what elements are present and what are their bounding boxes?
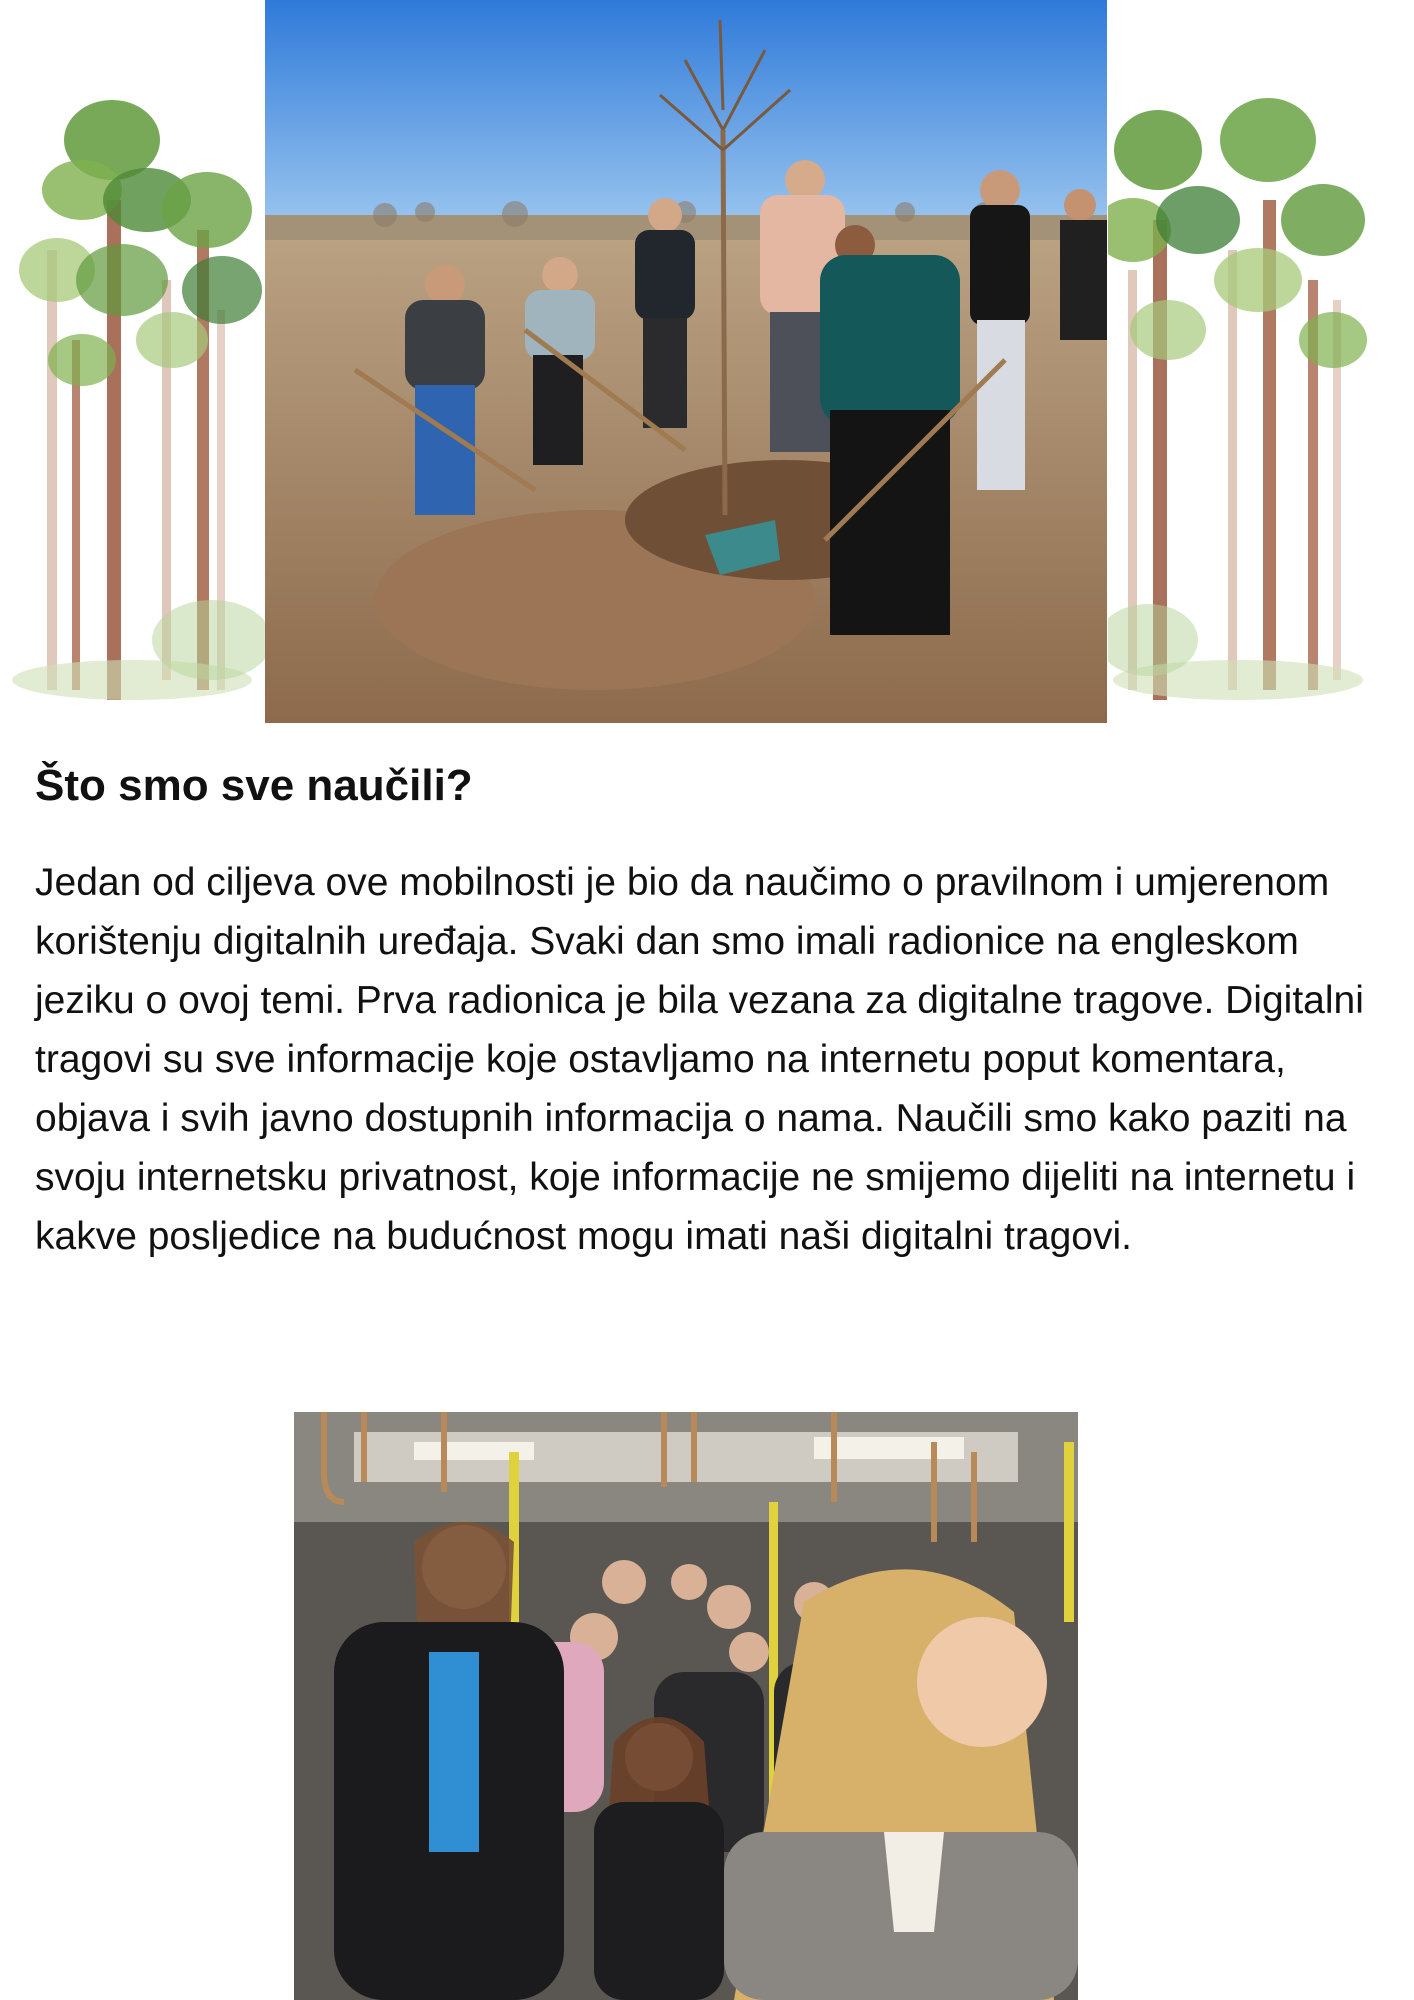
watercolor-trees-left [12, 80, 274, 710]
watercolor-trees-icon [12, 80, 274, 710]
watercolor-trees-right [1108, 80, 1370, 710]
group-selfie-on-tram-photo [294, 1412, 1078, 2000]
section-heading: Što smo sve naučili? [35, 761, 473, 810]
watercolor-trees-icon [1108, 80, 1370, 710]
article-paragraph: Jedan od ciljeva ove mobilnosti je bio da naučimo o pravilnom i umjerenom korištenju digitalnih uređaja. Svaki dan smo imali radionice na engleskom jeziku o ovoj temi. Prva radionica je bila vezana za digitalne tragove. Digitalni tragovi su sve informacije koje ostavljamo na internetu poput komentara, objava i svih javno dostupnih informacija o nama. Naučili smo kako paziti na svoju internetsku privatnost, koje informacije ne smijemo dijeliti na internetu i kakve posljedice na budućnost mogu imati naši digitalni tragovi. [35, 861, 1364, 1258]
tree-planting-photo [265, 0, 1107, 723]
